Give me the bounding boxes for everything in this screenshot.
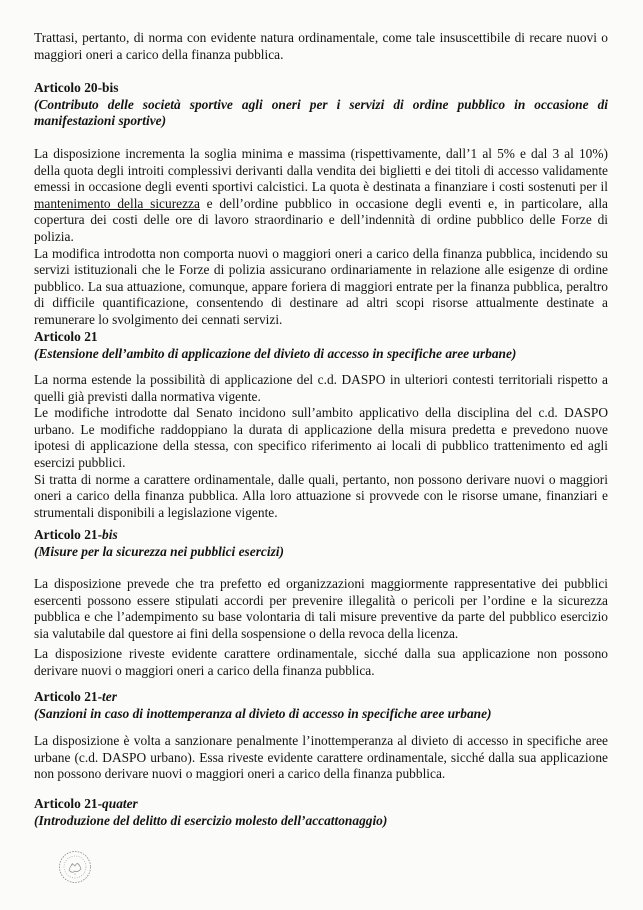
article-20-bis-subtitle: (Contributo delle società sportive agli oneri per i servizi di ordine pubblico in occasione di manifestazioni sportive) bbox=[34, 96, 608, 129]
article-21-bis-body bbox=[34, 576, 608, 680]
article-20-bis-body bbox=[34, 146, 608, 329]
article-21-ter-paragraph-1: La disposizione è volta a sanzionare penalmente l’inottemperanza al divieto di accesso in specifiche aree urbane (c.d. DASPO urbano). Essa riveste evidente carattere ordinamentale, sicché dalla sua applicazione non possono derivare nuovi o maggiori oneri a carico della finanza pubblica. bbox=[34, 733, 608, 782]
article-20-bis-paragraph-2: La modifica introdotta non comporta nuovi o maggiori oneri a carico della finanza pubblica, incidendo su servizi istituzionali che le Forze di polizia assicurano ordinariamente in relazione alle esigenze di ordine pubblico. La sua attuazione, comunque, appare foriera di maggiori entrate per la finanza pubblica, peraltro di difficile quantificazione, consentendo di destinare ad altri scopi risorse attualmente destinate a remunerare lo svolgimento dei cennati servizi. bbox=[34, 245, 608, 327]
article-21-subtitle: (Estensione dell’ambito di applicazione del divieto di accesso in specifiche aree urbane) bbox=[34, 345, 517, 361]
section-article-21 bbox=[34, 329, 608, 362]
article-20-bis-p1-text-a: La disposizione incrementa la soglia minima e massima (rispettivamente, dall’1 al 5% e dal 3 al 10%) della quota degli introiti complessivi derivanti dalla vendita dei biglietti e dei titoli di accesso validamente emessi in occasione degli eventi sportivi calcistici. La quota è destinata a finanziare i costi sostenuti per il bbox=[34, 146, 608, 195]
section-article-21-bis bbox=[34, 527, 608, 560]
article-21-title: Articolo 21 bbox=[34, 329, 98, 344]
intro-paragraph bbox=[34, 30, 608, 63]
article-20-bis-title: Articolo 20-bis bbox=[34, 80, 119, 95]
article-21-bis-title bbox=[34, 527, 608, 544]
section-article-21-ter bbox=[34, 689, 608, 722]
intro-text: Trattasi, pertanto, di norma con evidente natura ordinamentale, come tale insuscettibile di recare nuovi o maggiori oneri a carico della finanza pubblica. bbox=[34, 30, 608, 62]
article-21-ter-title-main: Articolo 21- bbox=[34, 689, 103, 704]
official-seal-icon bbox=[58, 850, 92, 884]
article-21-quater-subtitle: (Introduzione del delitto di esercizio molesto dell’accattonaggio) bbox=[34, 812, 388, 828]
section-article-21-quater bbox=[34, 796, 608, 829]
article-21-ter-title-suffix: ter bbox=[102, 689, 117, 704]
article-21-bis-paragraph-2: La disposizione riveste evidente carattere ordinamentale, sicché dalla sua applicazione non possono derivare nuovi o maggiori oneri a carico della finanza pubblica. bbox=[34, 646, 608, 678]
article-21-quater-title-main: Articolo 21- bbox=[34, 796, 103, 811]
article-21-bis-title-main: Articolo 21- bbox=[34, 527, 103, 542]
article-21-ter-title bbox=[34, 689, 608, 706]
article-21-ter-subtitle: (Sanzioni in caso di inottemperanza al divieto di accesso in specifiche aree urbane) bbox=[34, 705, 492, 721]
article-20-bis-paragraph-1 bbox=[34, 146, 608, 246]
article-21-quater-title-suffix: quater bbox=[102, 796, 138, 811]
article-20-bis-p1-text-b: e dell’ordine pubblico in occasione degli eventi e, in particolare, alla copertura dei costi delle ore di lavoro straordinario e dell’indennità di ordine pubblico delle Forze di polizia. bbox=[34, 195, 608, 244]
article-21-paragraph-1: La norma estende la possibilità di applicazione del c.d. DASPO in ulteriori contesti territoriali rispetto a quelli già previsti dalla normativa vigente. bbox=[34, 372, 608, 404]
article-21-bis-paragraph-1: La disposizione prevede che tra prefetto ed organizzazioni maggiormente rappresentative dei pubblici esercenti possono essere stipulati accordi per prevenire illegalità o pericoli per l’ordine e la sicurezza pubblica e che l’adempimento su base volontaria di tali misure preventive da parte del pubblico esercizio sia valutabile dal questore ai fini della sospensione o della revoca della licenza. bbox=[34, 576, 608, 641]
article-20-bis-p1-underlined: mantenimento della sicurezza bbox=[34, 195, 200, 211]
article-21-ter-body bbox=[34, 733, 608, 783]
article-21-bis-title-suffix: bis bbox=[102, 527, 118, 542]
article-21-bis-subtitle: (Misure per la sicurezza nei pubblici esercizi) bbox=[34, 543, 284, 559]
section-article-20-bis bbox=[34, 80, 608, 130]
article-21-paragraph-2: Le modifiche introdotte dal Senato incidono sull’ambito applicativo della disciplina del c.d. DASPO urbano. Le modifiche raddoppiano la durata di applicazione della misura predetta e prevedono nuove ipotesi di applicazione della stessa, con specifico riferimento ai locali di pubblico trattenimento ed agli esercizi pubblici. bbox=[34, 405, 608, 470]
article-21-body bbox=[34, 372, 608, 521]
article-21-paragraph-3: Si tratta di norme a carattere ordinamentale, dalle quali, pertanto, non possono derivare nuovi o maggiori oneri a carico della finanza pubblica. Alla loro attuazione si provvede con le risorse umane, finanziari e strumentali disponibili a legislazione vigente. bbox=[34, 471, 608, 520]
article-21-quater-title bbox=[34, 796, 608, 813]
